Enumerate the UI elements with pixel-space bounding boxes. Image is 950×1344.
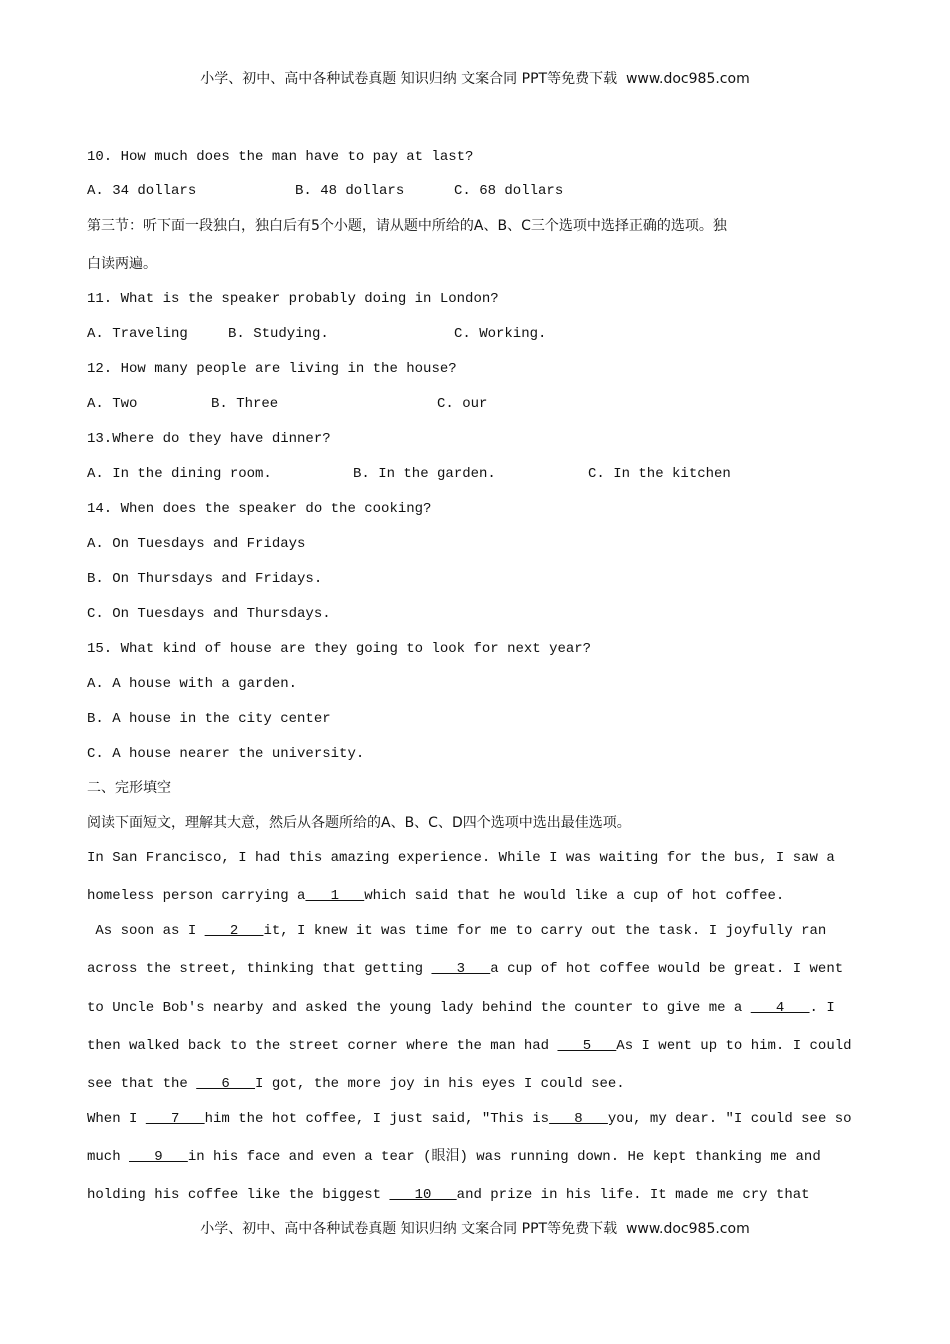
- passage-text: When I: [87, 1111, 146, 1127]
- q11-option-b: B. Studying.: [228, 326, 329, 342]
- passage-text: . I: [809, 1000, 835, 1016]
- q11-option-c: C. Working.: [454, 326, 547, 342]
- part2-instruction: 阅读下面短文，理解其大意，然后从各题所给的A、B、C、D四个选项中选出最佳选项。: [87, 815, 631, 831]
- q13-option-b: B. In the garden.: [353, 466, 496, 482]
- passage-line: In San Francisco, I had this amazing experience. While I was waiting for the bus, I saw a: [87, 850, 835, 866]
- blank-4: 4: [750, 1000, 810, 1016]
- blank-2: 2: [204, 923, 264, 939]
- q12-option-b: B. Three: [211, 396, 279, 412]
- passage-text: much: [87, 1149, 130, 1165]
- passage-line: [87, 999, 835, 1017]
- passage-text: holding his coffee like the biggest: [87, 1187, 390, 1203]
- blank-9: 9: [129, 1149, 188, 1165]
- q14-option-b: B. On Thursdays and Fridays.: [87, 571, 323, 587]
- passage-line: [87, 1075, 625, 1093]
- passage-text: then walked back to the street corner where the man had: [87, 1038, 558, 1054]
- passage-line: [87, 887, 784, 905]
- blank-7: 7: [145, 1111, 205, 1127]
- passage-line: [87, 1186, 810, 1204]
- passage-line: [87, 1037, 852, 1055]
- passage-text: to Uncle Bob's nearby and asked the young lady behind the counter to give me a: [87, 1000, 751, 1016]
- q11-option-a: A. Traveling: [87, 326, 188, 342]
- q12-option-a: A. Two: [87, 396, 138, 412]
- q14-option-a: A. On Tuesdays and Fridays: [87, 536, 306, 552]
- blank-6: 6: [196, 1076, 256, 1092]
- passage-text: it, I knew it was time for me to carry out the task. I joyfully ran: [263, 923, 827, 939]
- passage-text: which said that he would like a cup of hot coffee.: [364, 888, 785, 904]
- passage-text: a cup of hot coffee would be great. I went: [490, 961, 844, 977]
- question-15: 15. What kind of house are they going to look for next year?: [87, 641, 592, 657]
- q12-option-c: C. our: [437, 396, 488, 412]
- q15-option-b: B. A house in the city center: [87, 711, 331, 727]
- blank-1: 1: [305, 888, 365, 904]
- blank-5: 5: [557, 1038, 617, 1054]
- section3-instruction-cont: 白读两遍。: [87, 256, 157, 272]
- section3-instruction: 第三节：听下面一段独白，独白后有5个小题，请从题中所给的A、B、C三个选项中选择正确的选项。独: [87, 218, 727, 234]
- q13-option-c: C. In the kitchen: [588, 466, 731, 482]
- passage-text: I got, the more joy in his eyes I could see.: [255, 1076, 625, 1092]
- passage-text: in his face and even a tear (眼泪) was running down. He kept thanking me and: [187, 1149, 821, 1165]
- q14-option-c: C. On Tuesdays and Thursdays.: [87, 606, 331, 622]
- passage-line: [87, 960, 843, 978]
- blank-10: 10: [389, 1187, 457, 1203]
- q10-option-c: C. 68 dollars: [454, 183, 564, 199]
- q15-option-a: A. A house with a garden.: [87, 676, 298, 692]
- question-14: 14. When does the speaker do the cooking?: [87, 501, 432, 517]
- page-header: 小学、初中、高中各种试卷真题 知识归纳 文案合同 PPT等免费下载 www.doc985.com: [200, 71, 750, 87]
- passage-line: [87, 922, 826, 940]
- part2-title: 二、完形填空: [87, 780, 171, 796]
- q10-option-b: B. 48 dollars: [295, 183, 405, 199]
- passage-text: you, my dear. "I could see so: [607, 1111, 852, 1127]
- passage-text: As soon as I: [87, 923, 205, 939]
- passage-text: homeless person carrying a: [87, 888, 306, 904]
- q10-option-a: A. 34 dollars: [87, 183, 197, 199]
- question-12: 12. How many people are living in the house?: [87, 361, 457, 377]
- passage-line: [87, 1148, 821, 1166]
- page-footer: 小学、初中、高中各种试卷真题 知识归纳 文案合同 PPT等免费下载 www.doc985.com: [200, 1221, 750, 1237]
- passage-text: across the street, thinking that getting: [87, 961, 432, 977]
- blank-8: 8: [549, 1111, 608, 1127]
- q15-option-c: C. A house nearer the university.: [87, 746, 365, 762]
- question-10: 10. How much does the man have to pay at last?: [87, 149, 474, 165]
- passage-text: and prize in his life. It made me cry that: [456, 1187, 810, 1203]
- passage-line: [87, 1110, 852, 1128]
- question-11: 11. What is the speaker probably doing in London?: [87, 291, 499, 307]
- passage-text: see that the: [87, 1076, 197, 1092]
- passage-text: him the hot coffee, I just said, "This is: [204, 1111, 550, 1127]
- blank-3: 3: [431, 961, 491, 977]
- question-13: 13.Where do they have dinner?: [87, 431, 331, 447]
- q13-option-a: A. In the dining room.: [87, 466, 272, 482]
- passage-text: As I went up to him. I could: [616, 1038, 852, 1054]
